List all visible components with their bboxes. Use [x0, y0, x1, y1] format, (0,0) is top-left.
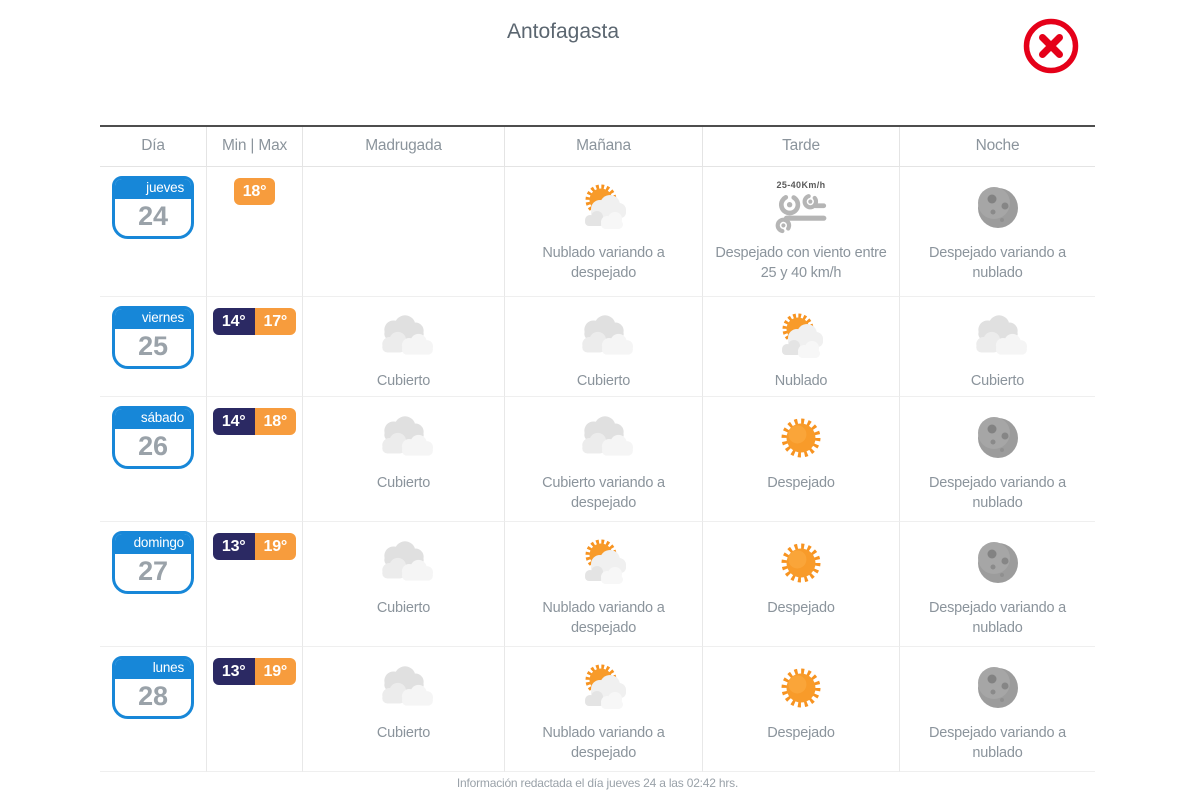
cell-madrugada: [303, 397, 505, 522]
wind-speed-label: 25-40Km/h: [776, 180, 826, 190]
cell-manana: [505, 167, 703, 297]
sun-icon: [772, 409, 830, 467]
day-name: domingo: [115, 534, 191, 554]
condition-label: Despejado: [767, 475, 835, 491]
min-temp-badge: 13°: [213, 533, 255, 560]
condition-label: Cubierto: [970, 373, 1025, 390]
update-info-note: Información redactada el día jueves 24 a las 02:42 hrs.: [456, 776, 739, 790]
max-temp-badge: 17°: [255, 308, 297, 335]
condition-label: Cubierto: [376, 600, 431, 616]
minmax-cell: [207, 167, 303, 297]
cell-madrugada: [303, 647, 505, 772]
moon-icon: [972, 537, 1024, 589]
day-number: 27: [138, 556, 168, 586]
calendar-icon: [112, 176, 194, 239]
forecast-table: [100, 125, 1095, 772]
day-cell: [100, 397, 207, 522]
min-temp-badge: 14°: [213, 408, 255, 435]
wind-icon: [772, 190, 830, 236]
day-name: viernes: [115, 309, 191, 329]
column-header-noche: Noche: [900, 127, 1095, 167]
cell-manana: [505, 297, 703, 397]
clouds-icon: [374, 540, 434, 586]
cell-noche: [900, 647, 1095, 772]
cell-tarde: [703, 397, 900, 522]
minmax-cell: [207, 647, 303, 772]
moon-icon: [972, 662, 1024, 714]
cell-noche: [900, 522, 1095, 647]
cell-noche: [900, 167, 1095, 297]
day-name: sábado: [115, 409, 191, 429]
condition-label: Nublado variando a despejado: [542, 600, 665, 636]
day-name: lunes: [115, 659, 191, 679]
condition-label: Despejado: [767, 725, 835, 741]
cell-tarde: [703, 522, 900, 647]
clouds-icon: [374, 415, 434, 461]
clouds-icon: [574, 415, 634, 461]
cell-manana: [505, 522, 703, 647]
condition-label: Despejado: [767, 600, 835, 616]
condition-label: Nublado variando a despejado: [542, 725, 665, 761]
cell-manana: [505, 397, 703, 522]
cell-tarde: [703, 647, 900, 772]
min-temp-badge: 13°: [213, 658, 255, 685]
min-temp-badge: 14°: [213, 308, 255, 335]
condition-label: Cubierto: [376, 373, 431, 390]
sun-cloud-icon: [574, 181, 634, 235]
clouds-icon: [574, 314, 634, 360]
condition-label: Despejado variando a nublado: [928, 245, 1067, 281]
cell-tarde: [703, 167, 900, 297]
day-number: 24: [138, 201, 168, 231]
condition-label: Despejado variando a nublado: [928, 475, 1067, 511]
column-header-madrugada: Madrugada: [303, 127, 505, 167]
column-header-manana: Mañana: [505, 127, 703, 167]
clouds-icon: [968, 314, 1028, 360]
sun-icon: [772, 534, 830, 592]
day-number: 26: [138, 431, 168, 461]
calendar-icon: [112, 531, 194, 594]
max-temp-badge: 18°: [234, 178, 276, 205]
column-header-minmax: Min | Max: [207, 127, 303, 167]
cell-madrugada: [303, 297, 505, 397]
sun-cloud-icon: [574, 536, 634, 590]
day-cell: [100, 167, 207, 297]
max-temp-badge: 19°: [255, 658, 297, 685]
condition-label: Cubierto: [576, 373, 631, 390]
page-title: Antofagasta: [506, 20, 620, 43]
max-temp-badge: 19°: [255, 533, 297, 560]
day-number: 28: [138, 681, 168, 711]
cell-madrugada: [303, 522, 505, 647]
condition-label: Despejado con viento entre 25 y 40 km/h: [715, 245, 887, 281]
calendar-icon: [112, 306, 194, 369]
cell-tarde: [703, 297, 900, 397]
minmax-cell: [207, 297, 303, 397]
condition-label: Despejado variando a nublado: [928, 600, 1067, 636]
day-cell: [100, 647, 207, 772]
calendar-icon: [112, 406, 194, 469]
column-header-dia: Día: [100, 127, 207, 167]
sun-cloud-icon: [771, 310, 831, 364]
moon-icon: [972, 412, 1024, 464]
minmax-cell: [207, 522, 303, 647]
condition-label: Cubierto: [376, 475, 431, 491]
condition-label: Cubierto variando a despejado: [542, 475, 665, 511]
condition-label: Cubierto: [376, 725, 431, 741]
condition-label: Despejado variando a nublado: [928, 725, 1067, 761]
column-header-tarde: Tarde: [703, 127, 900, 167]
moon-icon: [972, 182, 1024, 234]
minmax-cell: [207, 397, 303, 522]
sun-icon: [772, 659, 830, 717]
calendar-icon: [112, 656, 194, 719]
close-button[interactable]: [1022, 17, 1080, 75]
clouds-icon: [374, 314, 434, 360]
day-name: jueves: [115, 179, 191, 199]
condition-label: Nublado: [774, 373, 828, 390]
cell-manana: [505, 647, 703, 772]
max-temp-badge: 18°: [255, 408, 297, 435]
cell-noche: [900, 397, 1095, 522]
clouds-icon: [374, 665, 434, 711]
close-icon: [1022, 17, 1080, 75]
cell-noche: [900, 297, 1095, 397]
titlebar: [0, 20, 1200, 44]
day-cell: [100, 522, 207, 647]
condition-label: Nublado variando a despejado: [542, 245, 665, 281]
day-number: 25: [138, 331, 168, 361]
sun-cloud-icon: [574, 661, 634, 715]
cell-madrugada: [303, 167, 505, 297]
day-cell: [100, 297, 207, 397]
